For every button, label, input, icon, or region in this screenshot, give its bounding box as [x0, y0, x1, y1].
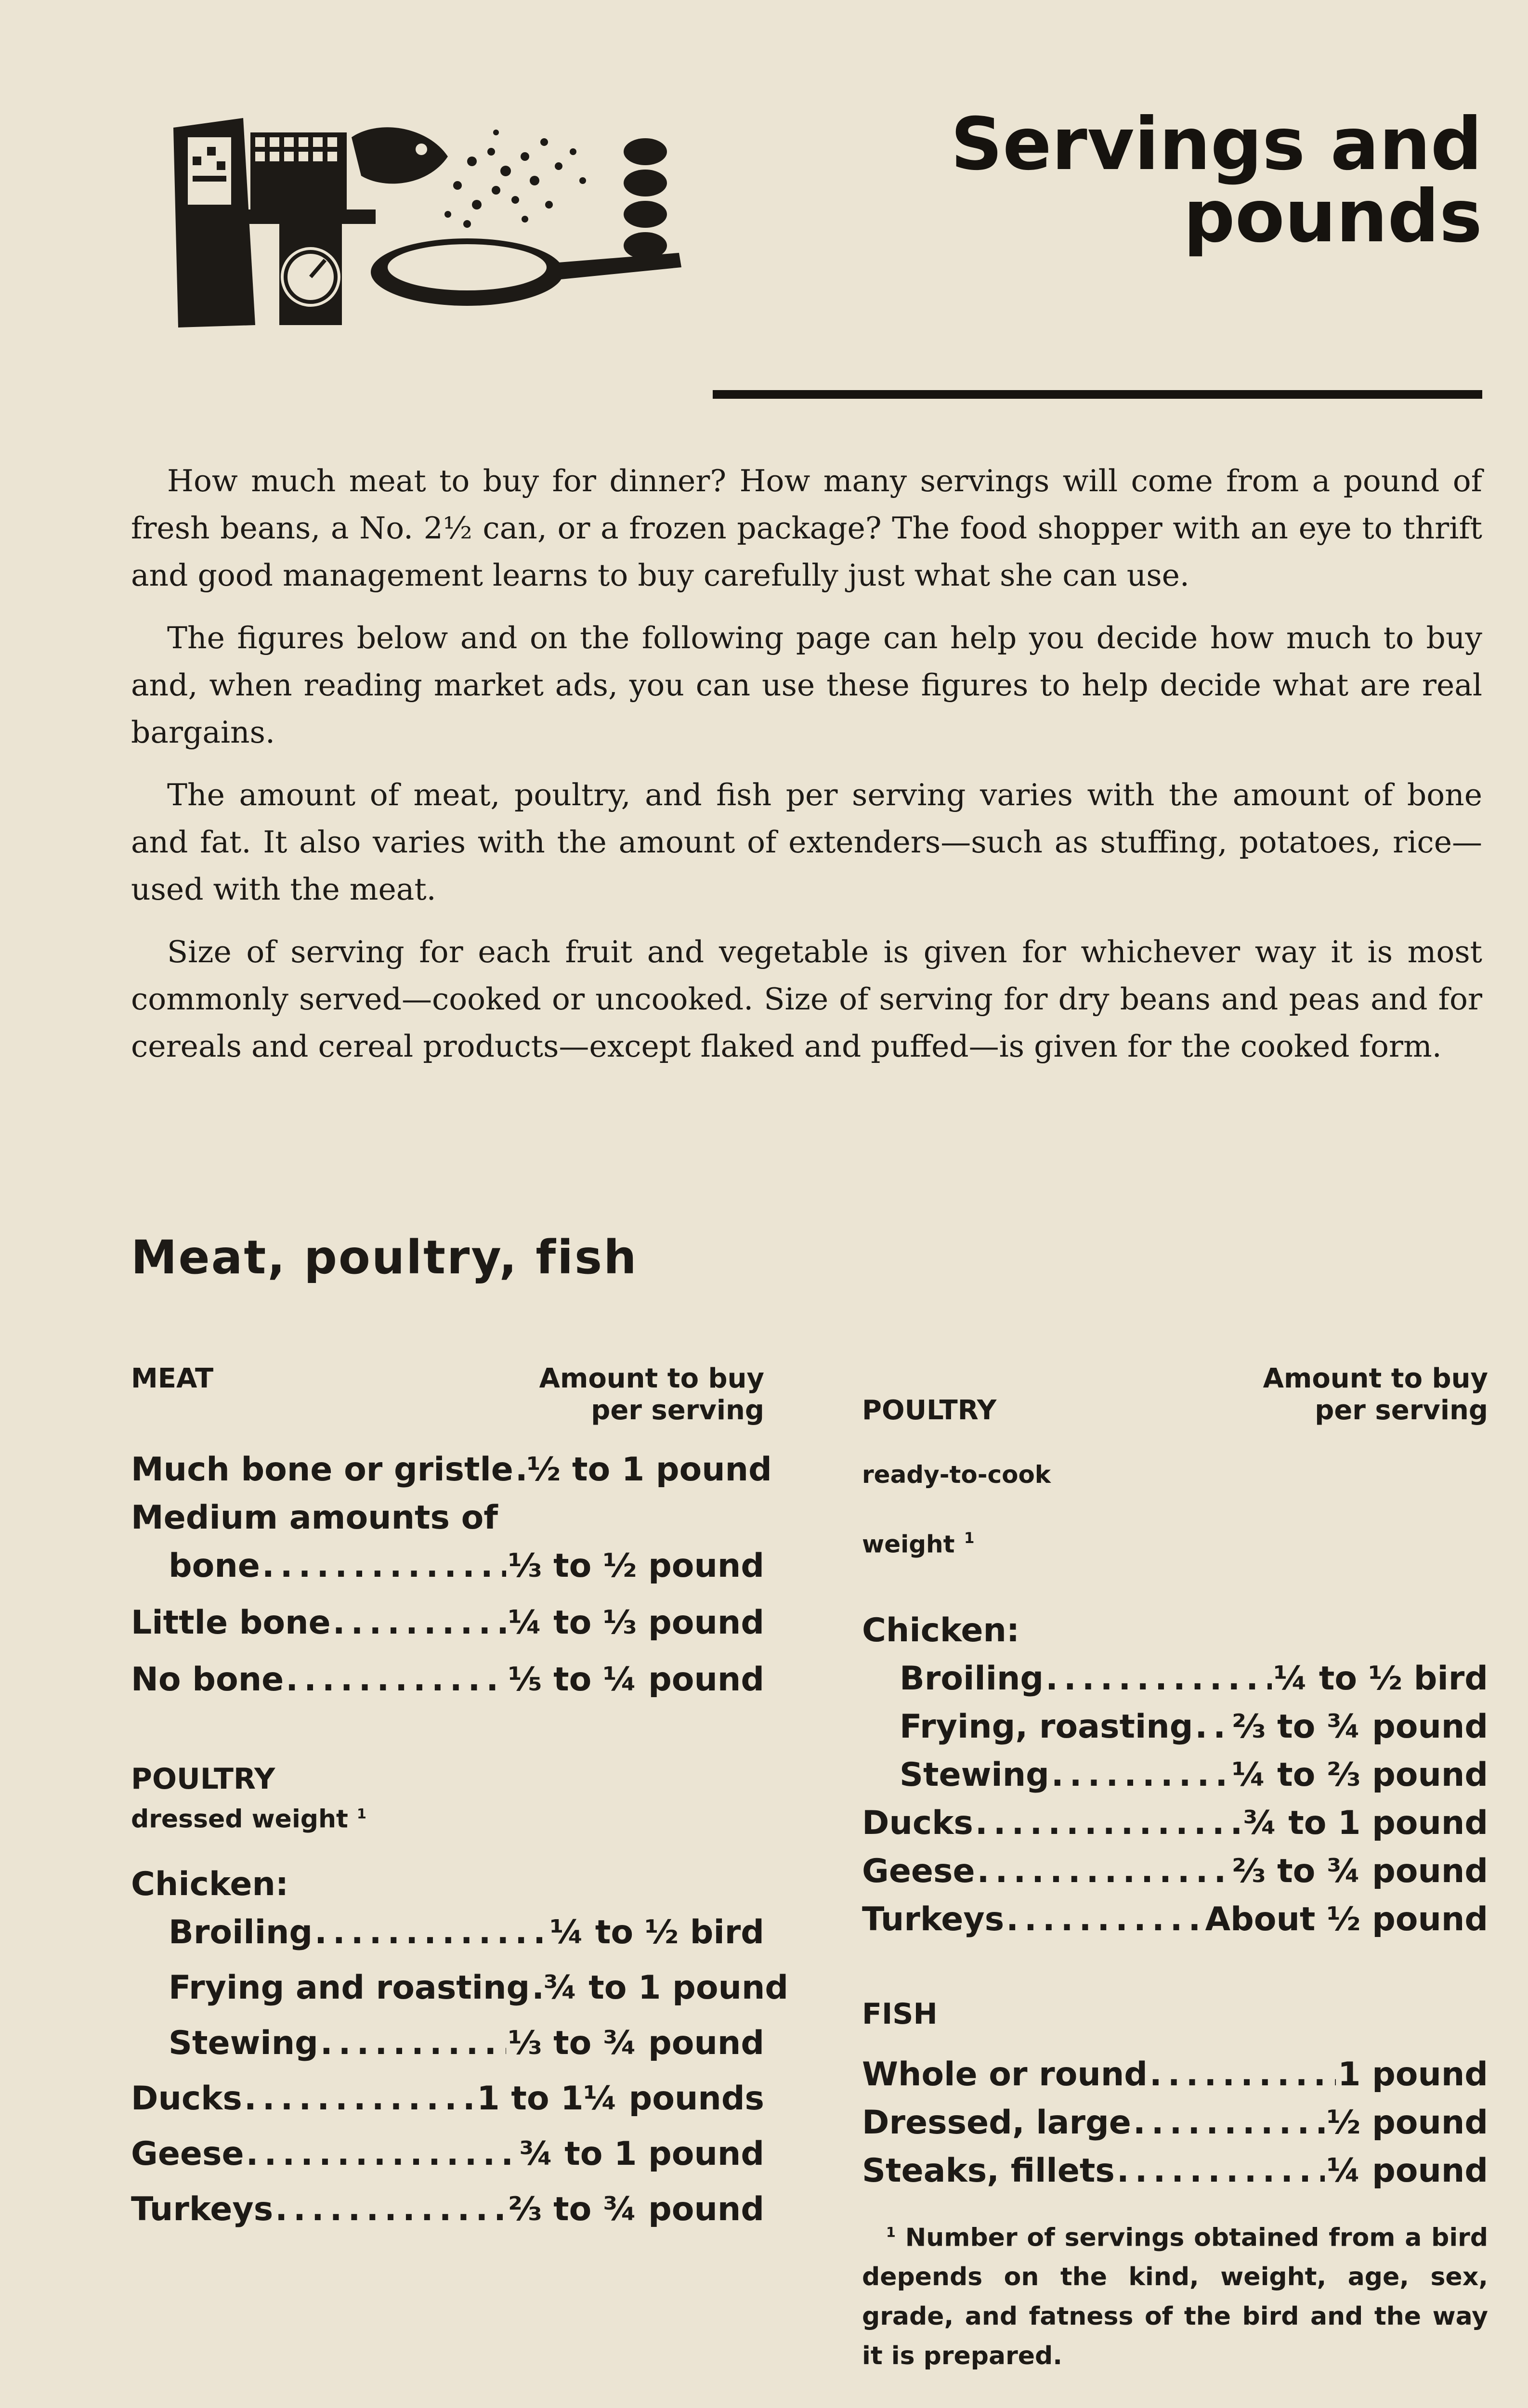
poultry-row: Broiling ..... ¼ to ½ bird [131, 1909, 764, 1957]
poultry-column-header [862, 1363, 1488, 1592]
intro-paragraph-1: How much meat to buy for dinner? How many servings will come from a pound of fresh beans, a No. 2½ can, or a frozen package? The food shopper with an eye to thrift and good management learns to buy carefully just what she can use. [131, 463, 1482, 593]
section-heading: Meat, poultry, fish [131, 1230, 638, 1284]
grocery-bag-scale-skillet-icon [159, 99, 698, 330]
meat-row: bone ..... ⅓ to ½ pound [131, 1542, 764, 1590]
footnote-text: Number of servings obtained from a bird depends on the kind, weight, age, sex, grade, and fatness of the bird and the way it is prepared. [862, 2223, 1489, 2370]
page-title [760, 103, 1482, 259]
intro-paragraph-2: The figures below and on the following page can help you decide how much to buy and, when reading market ads, you can use these figures to help decide what are real bargains. [131, 620, 1482, 750]
left-column [131, 1363, 789, 2234]
poultry-row: Geese ..... ⅔ to ¾ pound [862, 1847, 1488, 1896]
meat-row: No bone ..... ⅕ to ¼ pound [131, 1656, 764, 1704]
title-line-2: pounds [1183, 175, 1482, 259]
chicken-label: Chicken: [862, 1611, 1020, 1649]
poultry-row: Stewing ..... ⅓ to ¾ pound [131, 2019, 764, 2068]
poultry-dressed-heading: POULTRY dressed weight $^1$ [131, 1762, 366, 1834]
fish-row: Steaks, fillets ..... ¼ pound [862, 2147, 1488, 2195]
intro-paragraph-4: Size of serving for each fruit and vegetable is given for whichever way it is most commonly served—cooked or uncooked. Size of serving for dry beans and peas and for cereals and cereal products—except flaked and puffed—is given for the cooked form. [131, 934, 1482, 1064]
poultry-row: Turkeys ..... ⅔ to ¾ pound [131, 2186, 764, 2234]
meat-column-header [131, 1363, 764, 1426]
amount-heading: Amount to buy per serving [1263, 1363, 1488, 1426]
intro-paragraph-3: The amount of meat, poultry, and fish per serving varies with the amount of bone and fat. It also varies with the amount of extenders—such as stuffing, potatoes, rice—used with the meat. [131, 777, 1482, 907]
produce-box-icon [250, 132, 347, 209]
poultry-row: Turkeys ..... About ½ pound [862, 1896, 1488, 1944]
poultry-row: Ducks ..... ¾ to 1 pound [862, 1799, 1488, 1847]
intro-text [131, 458, 1482, 1086]
poultry-row: Ducks ..... 1 to 1¼ pounds [131, 2075, 764, 2123]
speckle-spray-icon [444, 130, 586, 228]
title-rule [713, 390, 1482, 399]
fish-row: Dressed, large ..... ½ pound [862, 2099, 1488, 2147]
meat-row-label: Medium amounts of [131, 1499, 498, 1537]
fish-heading: FISH [862, 1997, 938, 2031]
meat-heading: MEAT [131, 1363, 214, 1394]
egg-stack-icon [624, 138, 667, 259]
poultry-rtc-heading: POULTRY ready-to-cook weight $^1$ [862, 1395, 1051, 1558]
footnote [862, 2212, 1488, 2376]
meat-row: Little bone ..... ¼ to ⅓ pound [131, 1599, 764, 1647]
poultry-row: Stewing ..... ¼ to ⅔ pound [862, 1751, 1488, 1799]
poultry-row: Frying and roasting ..... ¾ to 1 pound [131, 1964, 764, 2012]
kitchen-scale-icon [241, 209, 376, 325]
meat-row: Much bone or gristle ..... ½ to 1 pound [131, 1446, 764, 1494]
poultry-row: Frying, roasting ..... ⅔ to ¾ pound [862, 1703, 1488, 1751]
right-column [862, 1363, 1488, 2376]
fish-row: Whole or round ..... 1 pound [862, 2051, 1488, 2099]
fish-icon [352, 127, 448, 183]
poultry-row: Geese ..... ¾ to 1 pound [131, 2130, 764, 2178]
amount-heading: Amount to buy per serving [539, 1363, 764, 1426]
footnote-marker: 1 [886, 2224, 896, 2240]
chicken-label: Chicken: [131, 1865, 289, 1904]
poultry-row: Broiling ..... ¼ to ½ bird [862, 1655, 1488, 1703]
title-line-1: Servings and [951, 103, 1482, 186]
